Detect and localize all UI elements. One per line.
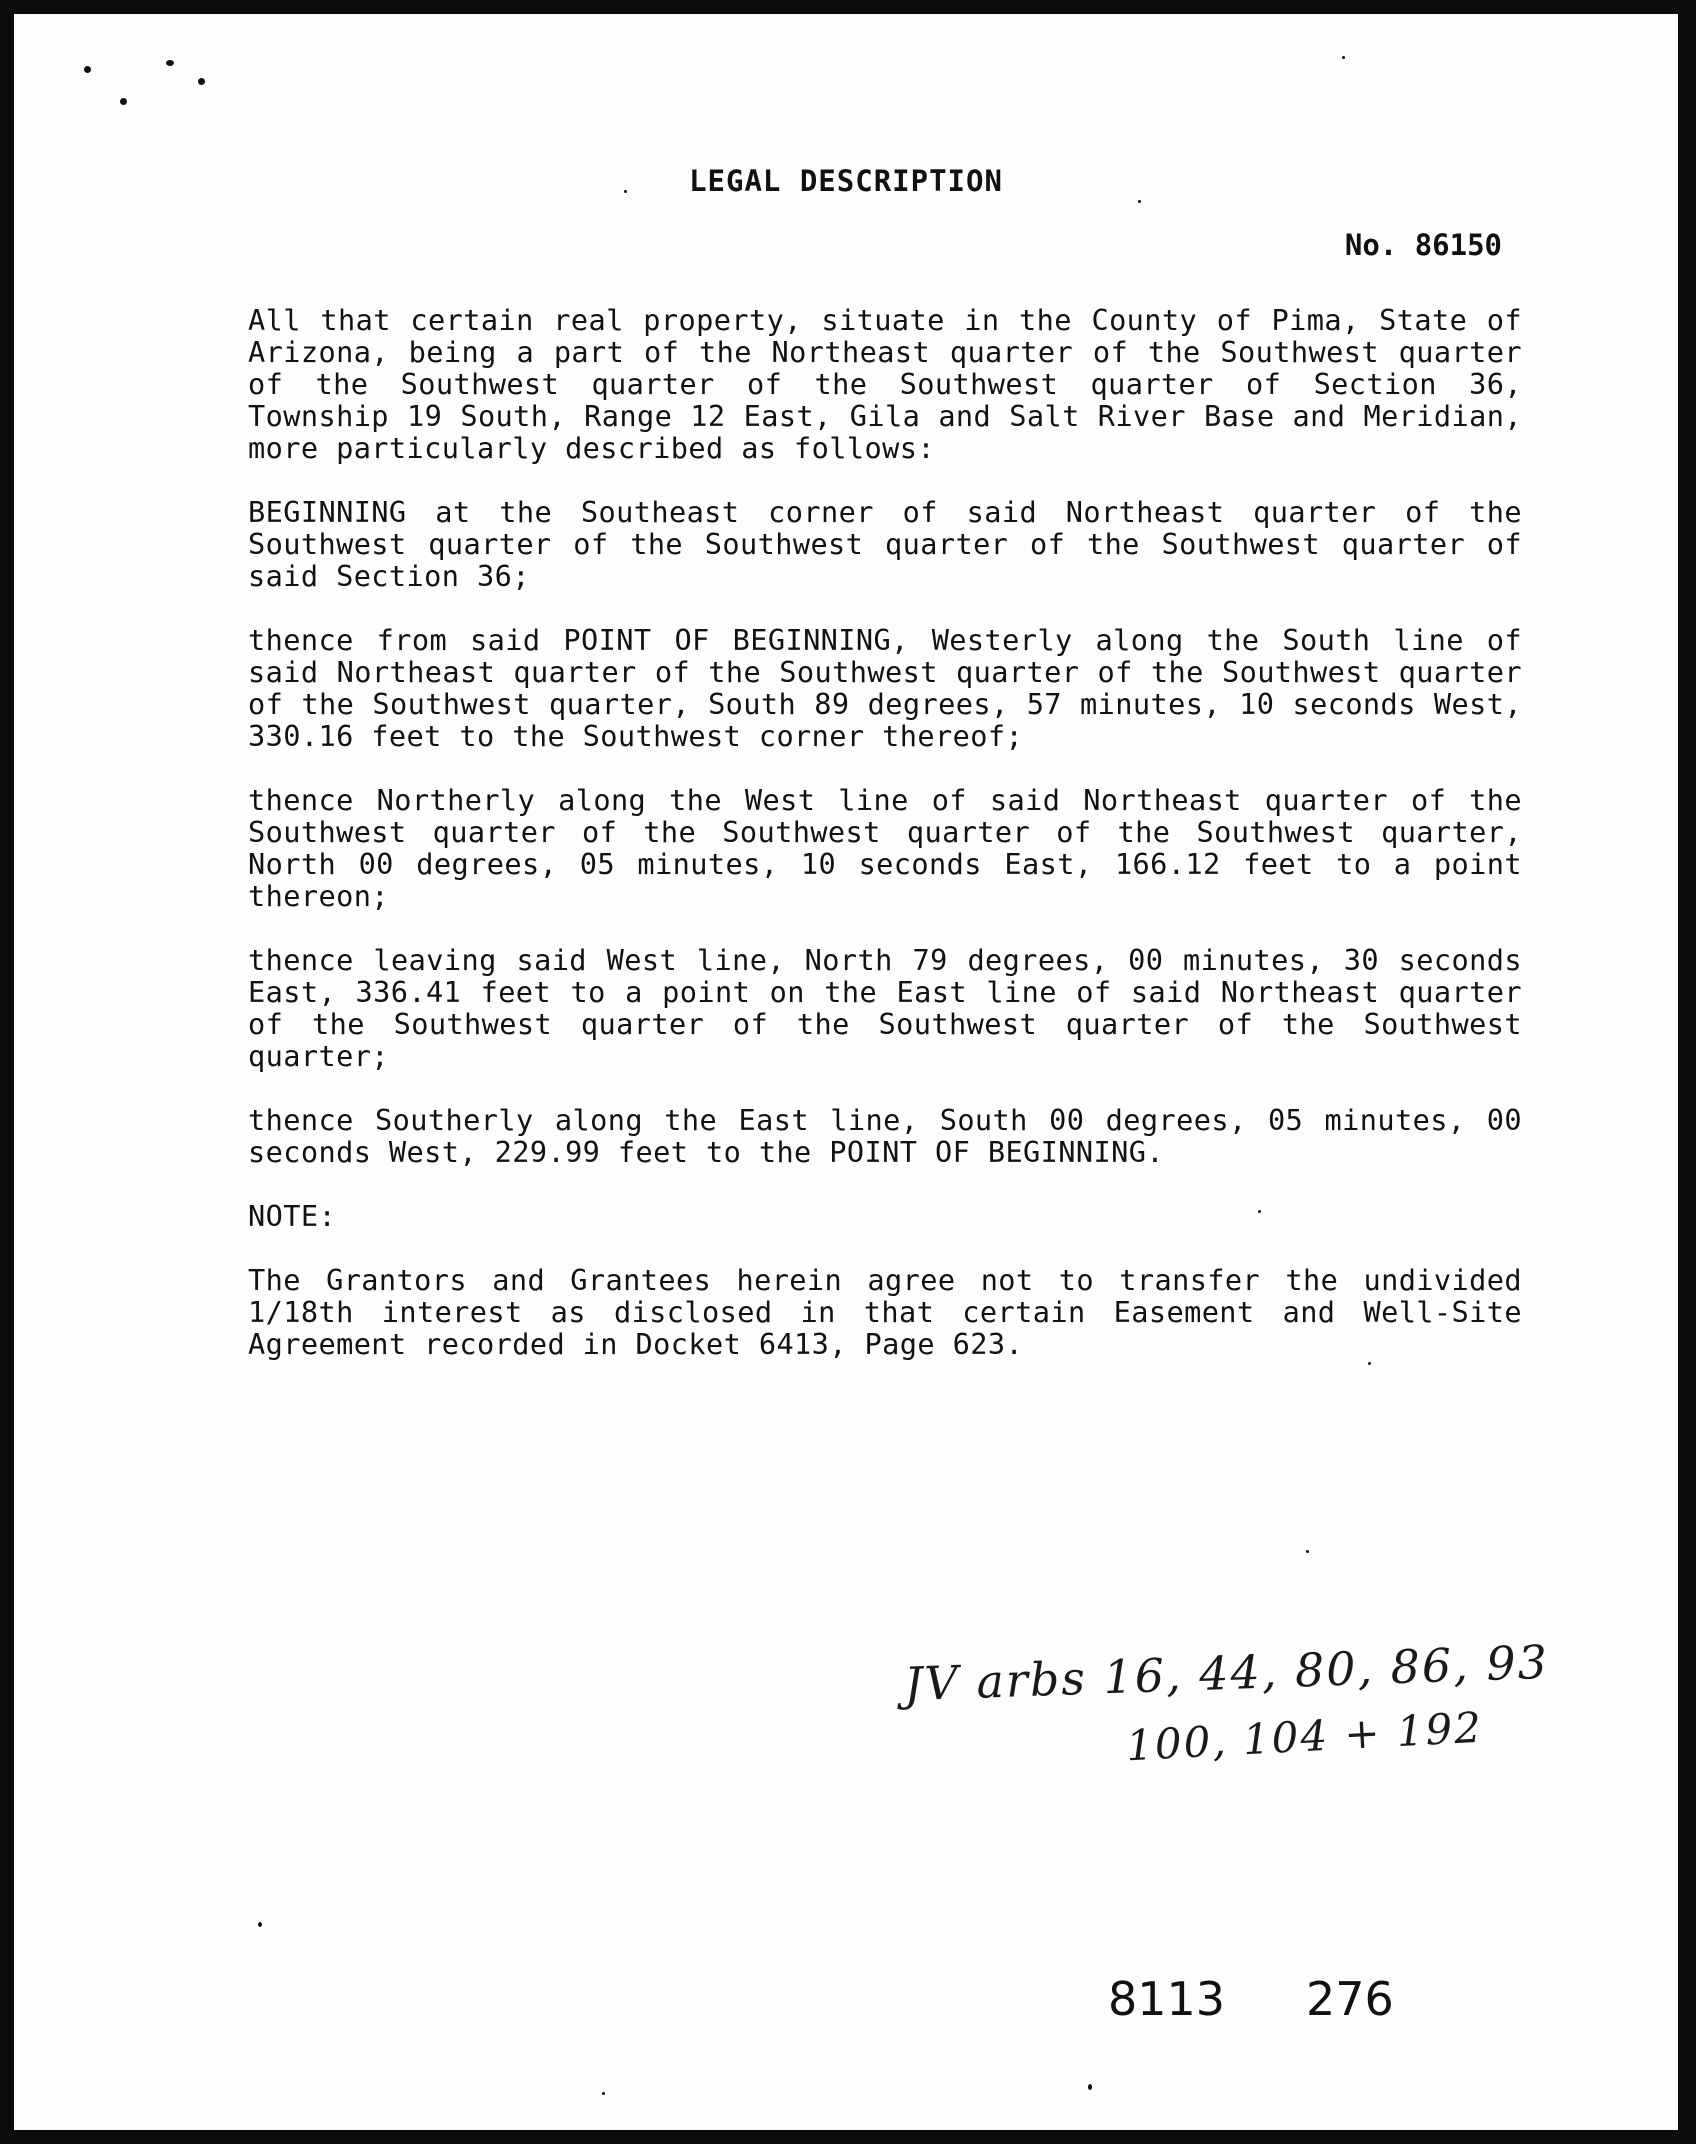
course-paragraph: thence from said POINT OF BEGINNING, Westerly along the South line of said Northeast quarter of the Southwest quarter of the Southwest quarter of the Southwest quarter, South 89 degrees, 57 minutes, 10 seconds West, 330.16 feet to the Southwest corner thereof; <box>248 623 1522 753</box>
scan-speck <box>120 98 127 105</box>
scan-speck <box>198 78 205 85</box>
beginning-paragraph: BEGINNING at the Southeast corner of said Northeast quarter of the Southwest quarter of the Southwest quarter of the Southwest quarter of said Section 36; <box>248 495 1522 593</box>
document-title: LEGAL DESCRIPTION <box>689 164 1003 198</box>
scan-speck <box>1306 1550 1309 1553</box>
legal-description-body <box>248 304 1522 1392</box>
scan-speck <box>1138 200 1141 203</box>
handwritten-annotation-line-1: JV arbs 16, 44, 80, 86, 93 <box>903 1634 1550 1712</box>
scan-speck <box>84 66 91 73</box>
handwritten-annotation-line-2: 100, 104 + 192 <box>1124 1702 1485 1771</box>
scan-speck <box>166 60 174 66</box>
note-label: NOTE: <box>248 1199 337 1233</box>
note-text: The Grantors and Grantees herein agree not to transfer the undivided 1/18th interest as disclosed in that certain Easement and Well-Site Agreement recorded in Docket 6413, Page 623. <box>248 1263 1522 1361</box>
scan-speck <box>1088 2084 1092 2090</box>
course-paragraph: thence Northerly along the West line of said Northeast quarter of the Southwest quarter of the Southwest quarter of the Southwest quarter, North 00 degrees, 05 minutes, 10 seconds East, 166.12 feet to a point thereon; <box>248 783 1522 913</box>
course-paragraph: thence Southerly along the East line, South 00 degrees, 05 minutes, 00 seconds West, 229.99 feet to the POINT OF BEGINNING. <box>248 1103 1522 1169</box>
document-number: No. 86150 <box>1344 228 1502 262</box>
recording-book-number: 8113 <box>1108 1972 1226 2026</box>
course-paragraph: thence leaving said West line, North 79 degrees, 00 minutes, 30 seconds East, 336.41 feet to a point on the East line of said Northeast quarter of the Southwest quarter of the Southwest quarter of the Southwest quarter; <box>248 943 1522 1073</box>
recording-page-number: 276 <box>1306 1972 1394 2026</box>
scan-speck <box>602 2092 605 2095</box>
document-page <box>14 14 1678 2130</box>
scan-speck <box>1342 56 1345 59</box>
property-paragraph: All that certain real property, situate in the County of Pima, State of Arizona, being a part of the Northeast quarter of the Southwest quarter of the Southwest quarter of the Southwest quarter of Section 36, Township 19 South, Range 12 East, Gila and Salt River Base and Meridian, more particularly described as follows: <box>248 303 1522 465</box>
scan-speck <box>258 1922 262 1927</box>
